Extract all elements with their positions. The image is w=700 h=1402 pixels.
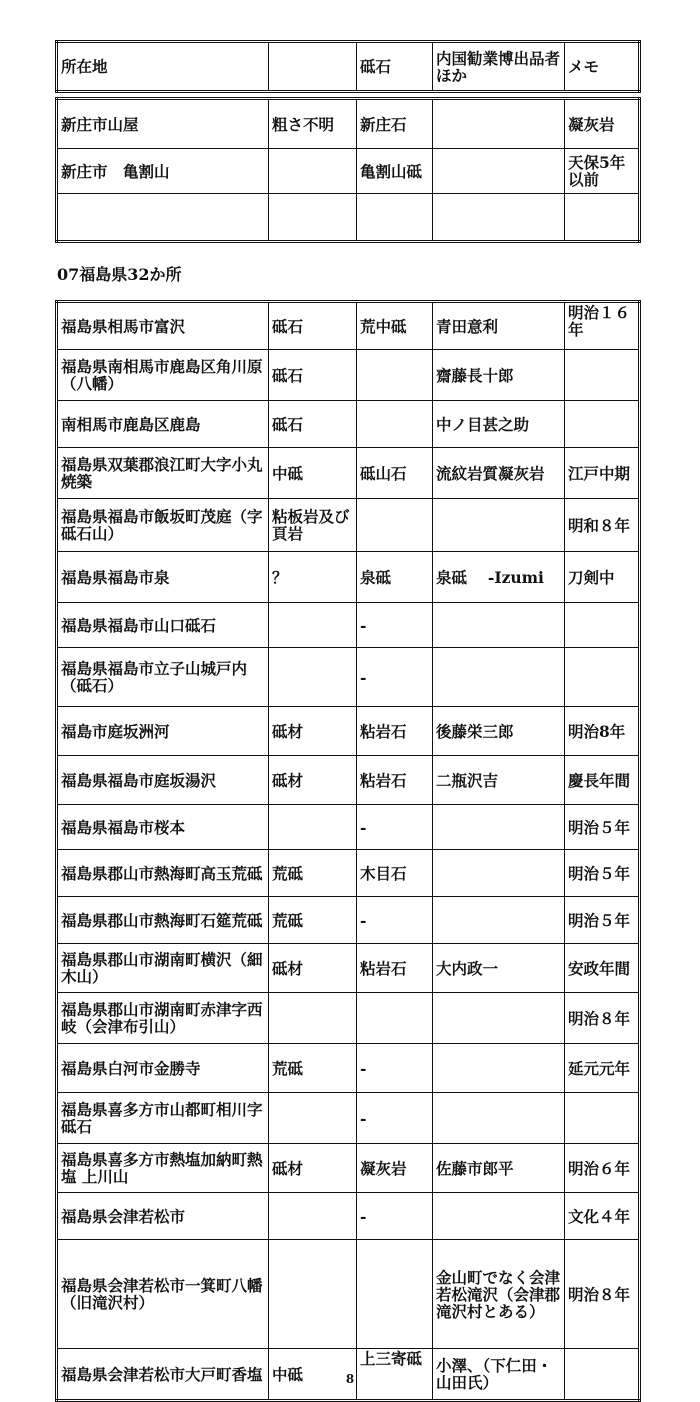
table-row <box>57 499 640 552</box>
cell-grade: 砥石 <box>269 401 357 448</box>
cell-grade <box>269 603 357 648</box>
table-row <box>57 707 640 756</box>
table-row <box>57 99 640 149</box>
cell-exhibitor <box>433 603 565 648</box>
cell-exhibitor <box>433 194 565 242</box>
cell-location <box>57 194 269 242</box>
cell-memo: 明治６年 <box>565 1144 640 1193</box>
cell-exhibitor: 青田意利 <box>433 302 565 350</box>
cell-grade <box>269 1093 357 1144</box>
cell-grade: 荒砥 <box>269 1044 357 1093</box>
cell-exhibitor: 小澤、（下仁田・山田氏） <box>433 1349 565 1401</box>
cell-exhibitor <box>433 1193 565 1240</box>
cell-stone: 泉砥 <box>357 552 433 603</box>
header-location: 所在地 <box>57 42 269 92</box>
cell-memo: 明治５年 <box>565 897 640 944</box>
table-row <box>57 805 640 850</box>
table-row <box>57 993 640 1044</box>
cell-memo: 明治５年 <box>565 805 640 850</box>
cell-stone: 木目石 <box>357 850 433 897</box>
cell-stone: - <box>357 1093 433 1144</box>
cell-memo <box>565 603 640 648</box>
table-row <box>57 350 640 401</box>
cell-exhibitor: 佐藤市郎平 <box>433 1144 565 1193</box>
cell-memo <box>565 350 640 401</box>
cell-exhibitor <box>433 648 565 707</box>
cell-location: 福島県福島市庭坂湯沢 <box>57 756 269 805</box>
cell-location: 新庄市山屋 <box>57 99 269 149</box>
cell-memo <box>565 194 640 242</box>
cell-location: 新庄市 亀割山 <box>57 149 269 194</box>
table-row <box>57 1144 640 1193</box>
cell-location: 福島県会津若松市一箕町八幡（旧滝沢村） <box>57 1240 269 1349</box>
cell-stone: 荒中砥 <box>357 302 433 350</box>
cell-location: 福島県会津若松市 <box>57 1193 269 1240</box>
table-row <box>57 1044 640 1093</box>
cell-location: 福島県郡山市熱海町石筵荒砥 <box>57 897 269 944</box>
cell-grade: 中砥 <box>269 1349 357 1401</box>
cell-memo: 明治５年 <box>565 850 640 897</box>
cell-exhibitor <box>433 805 565 850</box>
cell-location: 福島県喜多方市山都町相川字砥石 <box>57 1093 269 1144</box>
cell-memo: 明治１６年 <box>565 302 640 350</box>
table-row <box>57 401 640 448</box>
cell-exhibitor <box>433 1044 565 1093</box>
cell-location: 福島県福島市山口砥石 <box>57 603 269 648</box>
cell-exhibitor <box>433 149 565 194</box>
cell-grade: 中砥 <box>269 448 357 499</box>
cell-memo: 明治８年 <box>565 993 640 1044</box>
cell-memo <box>565 401 640 448</box>
cell-memo: 明治８年 <box>565 1240 640 1349</box>
cell-location: 福島市庭坂洲河 <box>57 707 269 756</box>
table-row <box>57 194 640 242</box>
cell-exhibitor: 後藤栄三郎 <box>433 707 565 756</box>
cell-grade: 砥材 <box>269 944 357 993</box>
cell-location: 福島県福島市泉 <box>57 552 269 603</box>
cell-location: 福島県喜多方市熱塩加納町熱塩 上川山 <box>57 1144 269 1193</box>
cell-exhibitor: 金山町でなく会津若松滝沢（会津郡滝沢村とある） <box>433 1240 565 1349</box>
cell-location: 福島県福島市飯坂町茂庭（字砥石山） <box>57 499 269 552</box>
cell-memo <box>565 648 640 707</box>
cell-grade <box>269 194 357 242</box>
cell-stone: 亀割山砥 <box>357 149 433 194</box>
table-row <box>57 1093 640 1144</box>
section-title: 07福島県32か所 <box>57 265 182 284</box>
cell-location: 福島県福島市立子山城戸内（砥石） <box>57 648 269 707</box>
table-row <box>57 448 640 499</box>
cell-grade <box>269 993 357 1044</box>
cell-stone <box>357 401 433 448</box>
cell-grade: 砥石 <box>269 302 357 350</box>
cell-memo: 刀剣中 <box>565 552 640 603</box>
header-whetstone: 砥石 <box>357 42 433 92</box>
cell-memo: 江戸中期 <box>565 448 640 499</box>
table-row <box>57 302 640 350</box>
cell-stone: 新庄石 <box>357 99 433 149</box>
table-row <box>57 850 640 897</box>
cell-grade <box>269 149 357 194</box>
cell-stone: - <box>357 1193 433 1240</box>
cell-location: 福島県郡山市湖南町赤津字西岐（会津布引山） <box>57 993 269 1044</box>
cell-exhibitor <box>433 99 565 149</box>
yamagata-table <box>55 97 641 243</box>
cell-grade <box>269 1193 357 1240</box>
cell-stone: 粘岩石 <box>357 944 433 993</box>
cell-memo: 文化４年 <box>565 1193 640 1240</box>
cell-exhibitor <box>433 499 565 552</box>
cell-stone <box>357 993 433 1044</box>
cell-stone: 粘岩石 <box>357 707 433 756</box>
cell-location: 福島県南相馬市鹿島区角川原（八幡） <box>57 350 269 401</box>
cell-exhibitor <box>433 897 565 944</box>
table-row <box>57 756 640 805</box>
cell-location: 福島県双葉郡浪江町大字小丸焼築 <box>57 448 269 499</box>
cell-stone <box>357 1240 433 1349</box>
cell-grade: 荒砥 <box>269 850 357 897</box>
cell-stone <box>357 499 433 552</box>
table-row <box>57 1240 640 1349</box>
cell-exhibitor: 中ノ目甚之助 <box>433 401 565 448</box>
cell-grade: 粗さ不明 <box>269 99 357 149</box>
header-memo: メモ <box>565 42 640 92</box>
cell-grade: 粘板岩及び頁岩 <box>269 499 357 552</box>
table-row <box>57 603 640 648</box>
cell-memo: 明治8年 <box>565 707 640 756</box>
header-table <box>55 40 641 93</box>
fukushima-table <box>55 300 641 1402</box>
cell-stone: - <box>357 1044 433 1093</box>
cell-exhibitor <box>433 850 565 897</box>
cell-location: 福島県福島市桜本 <box>57 805 269 850</box>
cell-exhibitor: 流紋岩質凝灰岩 <box>433 448 565 499</box>
cell-memo <box>565 1093 640 1144</box>
cell-exhibitor: 大内政一 <box>433 944 565 993</box>
cell-location: 福島県郡山市湖南町横沢（細木山） <box>57 944 269 993</box>
cell-grade: 砥材 <box>269 707 357 756</box>
cell-location: 福島県郡山市熱海町高玉荒砥 <box>57 850 269 897</box>
table-row <box>57 1193 640 1240</box>
cell-memo: 延元元年 <box>565 1044 640 1093</box>
cell-grade: 荒砥 <box>269 897 357 944</box>
table-row <box>57 944 640 993</box>
cell-memo: 凝灰岩 <box>565 99 640 149</box>
cell-memo: 明和８年 <box>565 499 640 552</box>
cell-exhibitor <box>433 1093 565 1144</box>
cell-exhibitor: 齋藤長十郎 <box>433 350 565 401</box>
header-blank <box>269 42 357 92</box>
header-exhibitor: 内国勧業博出品者ほか <box>433 42 565 92</box>
cell-exhibitor <box>433 993 565 1044</box>
cell-stone: - <box>357 805 433 850</box>
cell-grade <box>269 805 357 850</box>
fukushima-body <box>57 302 640 1401</box>
cell-stone: 上三寄砥 <box>357 1349 433 1401</box>
cell-stone: - <box>357 897 433 944</box>
table-row <box>57 552 640 603</box>
cell-stone: 凝灰岩 <box>357 1144 433 1193</box>
cell-location: 南相馬市鹿島区鹿島 <box>57 401 269 448</box>
cell-stone: 砥山石 <box>357 448 433 499</box>
cell-location: 福島県相馬市富沢 <box>57 302 269 350</box>
cell-memo: 慶長年間 <box>565 756 640 805</box>
page-number: 8 <box>345 1372 355 1386</box>
cell-grade <box>269 1240 357 1349</box>
cell-location: 福島県白河市金勝寺 <box>57 1044 269 1093</box>
cell-memo: 天保5年以前 <box>565 149 640 194</box>
cell-exhibitor: 泉砥 -Izumi <box>433 552 565 603</box>
cell-grade <box>269 648 357 707</box>
header-row <box>57 42 640 92</box>
cell-stone: - <box>357 648 433 707</box>
cell-stone: - <box>357 603 433 648</box>
cell-grade: 砥材 <box>269 1144 357 1193</box>
table-row <box>57 149 640 194</box>
table-row <box>57 648 640 707</box>
cell-stone <box>357 194 433 242</box>
cell-stone <box>357 350 433 401</box>
cell-stone: 粘岩石 <box>357 756 433 805</box>
cell-grade: 砥材 <box>269 756 357 805</box>
cell-grade: 砥石 <box>269 350 357 401</box>
cell-exhibitor: 二瓶沢吉 <box>433 756 565 805</box>
table-row <box>57 897 640 944</box>
cell-grade: ？ <box>269 552 357 603</box>
cell-memo: 安政年間 <box>565 944 640 993</box>
cell-location: 福島県会津若松市大戸町香塩 <box>57 1349 269 1401</box>
